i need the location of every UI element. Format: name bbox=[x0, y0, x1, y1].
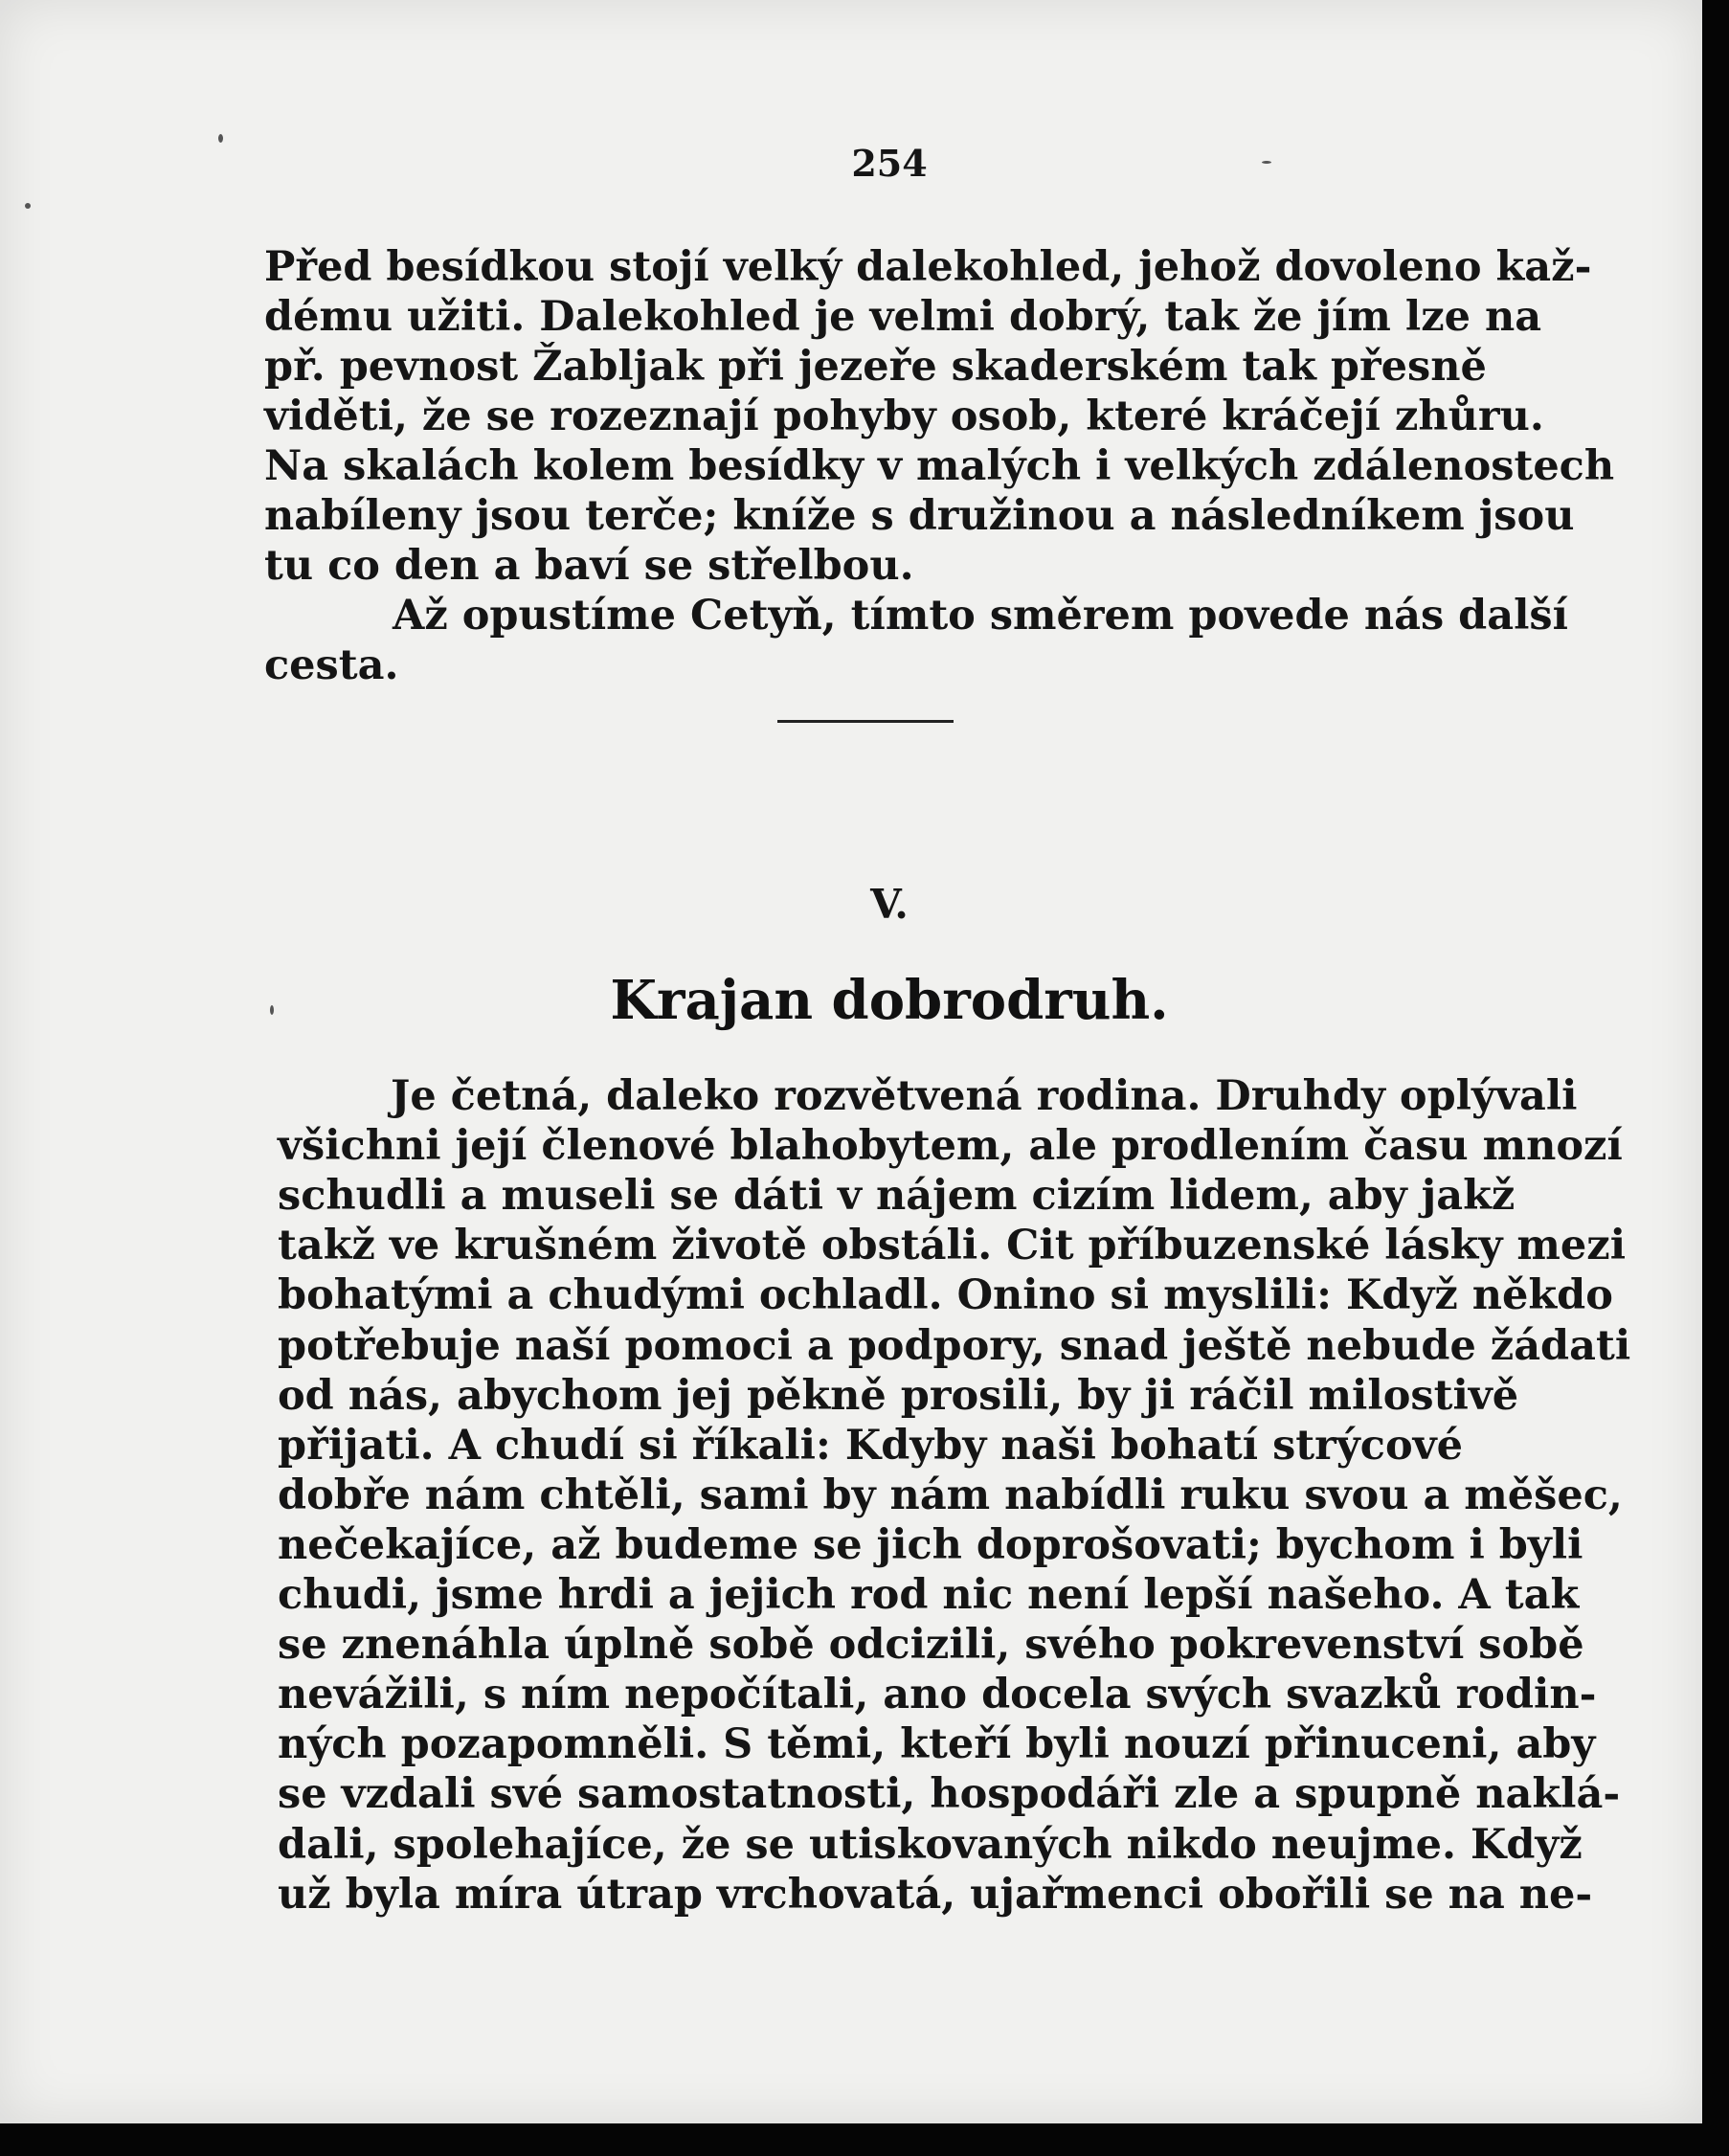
text-line: bohatými a chudými ochladl. Onino si myslili: Když někdo bbox=[278, 1271, 1613, 1319]
scan-speck bbox=[218, 134, 223, 143]
scan-speck bbox=[270, 1005, 274, 1015]
text-line: př. pevnost Žabljak při jezeře skaderském tak přesně bbox=[264, 343, 1487, 391]
chapter-number: V. bbox=[870, 881, 909, 928]
text-line: nevážili, s ním nepočítali, ano docela svých svazků rodin- bbox=[278, 1671, 1597, 1718]
page-number: 254 bbox=[851, 142, 928, 185]
text-line: Na skalách kolem besídky v malých i velkých zdálenostech bbox=[264, 442, 1615, 490]
text-line: dému užiti. Dalekohled je velmi dobrý, tak že jím lze na bbox=[264, 293, 1542, 341]
text-line: už byla míra útrap vrchovatá, ujařmenci obořili se na ne- bbox=[278, 1871, 1593, 1919]
scan-speck bbox=[1262, 161, 1271, 164]
text-line: všichni její členové blahobytem, ale prodlením času mnozí bbox=[278, 1122, 1623, 1170]
text-line: Je četná, daleko rozvětvená rodina. Druhdy oplývali bbox=[391, 1072, 1578, 1120]
text-line: Před besídkou stojí velký dalekohled, jehož dovoleno kaž- bbox=[264, 243, 1592, 291]
text-line: tu co den a baví se střelbou. bbox=[264, 542, 914, 590]
text-line: dobře nám chtěli, sami by nám nabídli ruku svou a měšec, bbox=[278, 1471, 1623, 1519]
text-line: cesta. bbox=[264, 641, 399, 689]
scan-edge-bottom bbox=[0, 2123, 1729, 2156]
section-divider bbox=[777, 720, 954, 723]
text-line: nabíleny jsou terče; kníže s družinou a následníkem jsou bbox=[264, 492, 1575, 540]
text-line: Až opustíme Cetyň, tímto směrem povede nás další bbox=[393, 592, 1568, 640]
text-line: takž ve krušném životě obstáli. Cit příbuzenské lásky mezi bbox=[278, 1222, 1627, 1269]
text-line: od nás, abychom jej pěkně prosili, by ji ráčil milostivě bbox=[278, 1372, 1519, 1420]
text-line: přijati. A chudí si říkali: Kdyby naši bohatí strýcové bbox=[278, 1422, 1463, 1470]
text-line: schudli a museli se dáti v nájem cizím lidem, aby jakž bbox=[278, 1172, 1516, 1220]
scan-speck bbox=[25, 203, 31, 209]
text-line: se znenáhla úplně sobě odcizili, svého pokrevenství sobě bbox=[278, 1621, 1584, 1669]
text-line: chudi, jsme hrdi a jejich rod nic není lepší našeho. A tak bbox=[278, 1571, 1580, 1619]
text-line: se vzdali své samostatnosti, hospodáři zle a spupně naklá- bbox=[278, 1770, 1621, 1818]
text-line: ných pozapomněli. S těmi, kteří byli nouzí přinuceni, aby bbox=[278, 1720, 1596, 1768]
text-line: viděti, že se rozeznají pohyby osob, které kráčejí zhůru. bbox=[264, 393, 1544, 440]
chapter-title: Krajan dobrodruh. bbox=[610, 969, 1169, 1032]
text-line: potřebuje naší pomoci a podpory, snad ještě nebude žádati bbox=[278, 1322, 1631, 1370]
scan-edge-right bbox=[1702, 0, 1729, 2156]
text-line: nečekajíce, až budeme se jich doprošovati; bychom i byli bbox=[278, 1521, 1583, 1569]
text-line: dali, spolehajíce, že se utiskovaných nikdo neujme. Když bbox=[278, 1821, 1583, 1869]
